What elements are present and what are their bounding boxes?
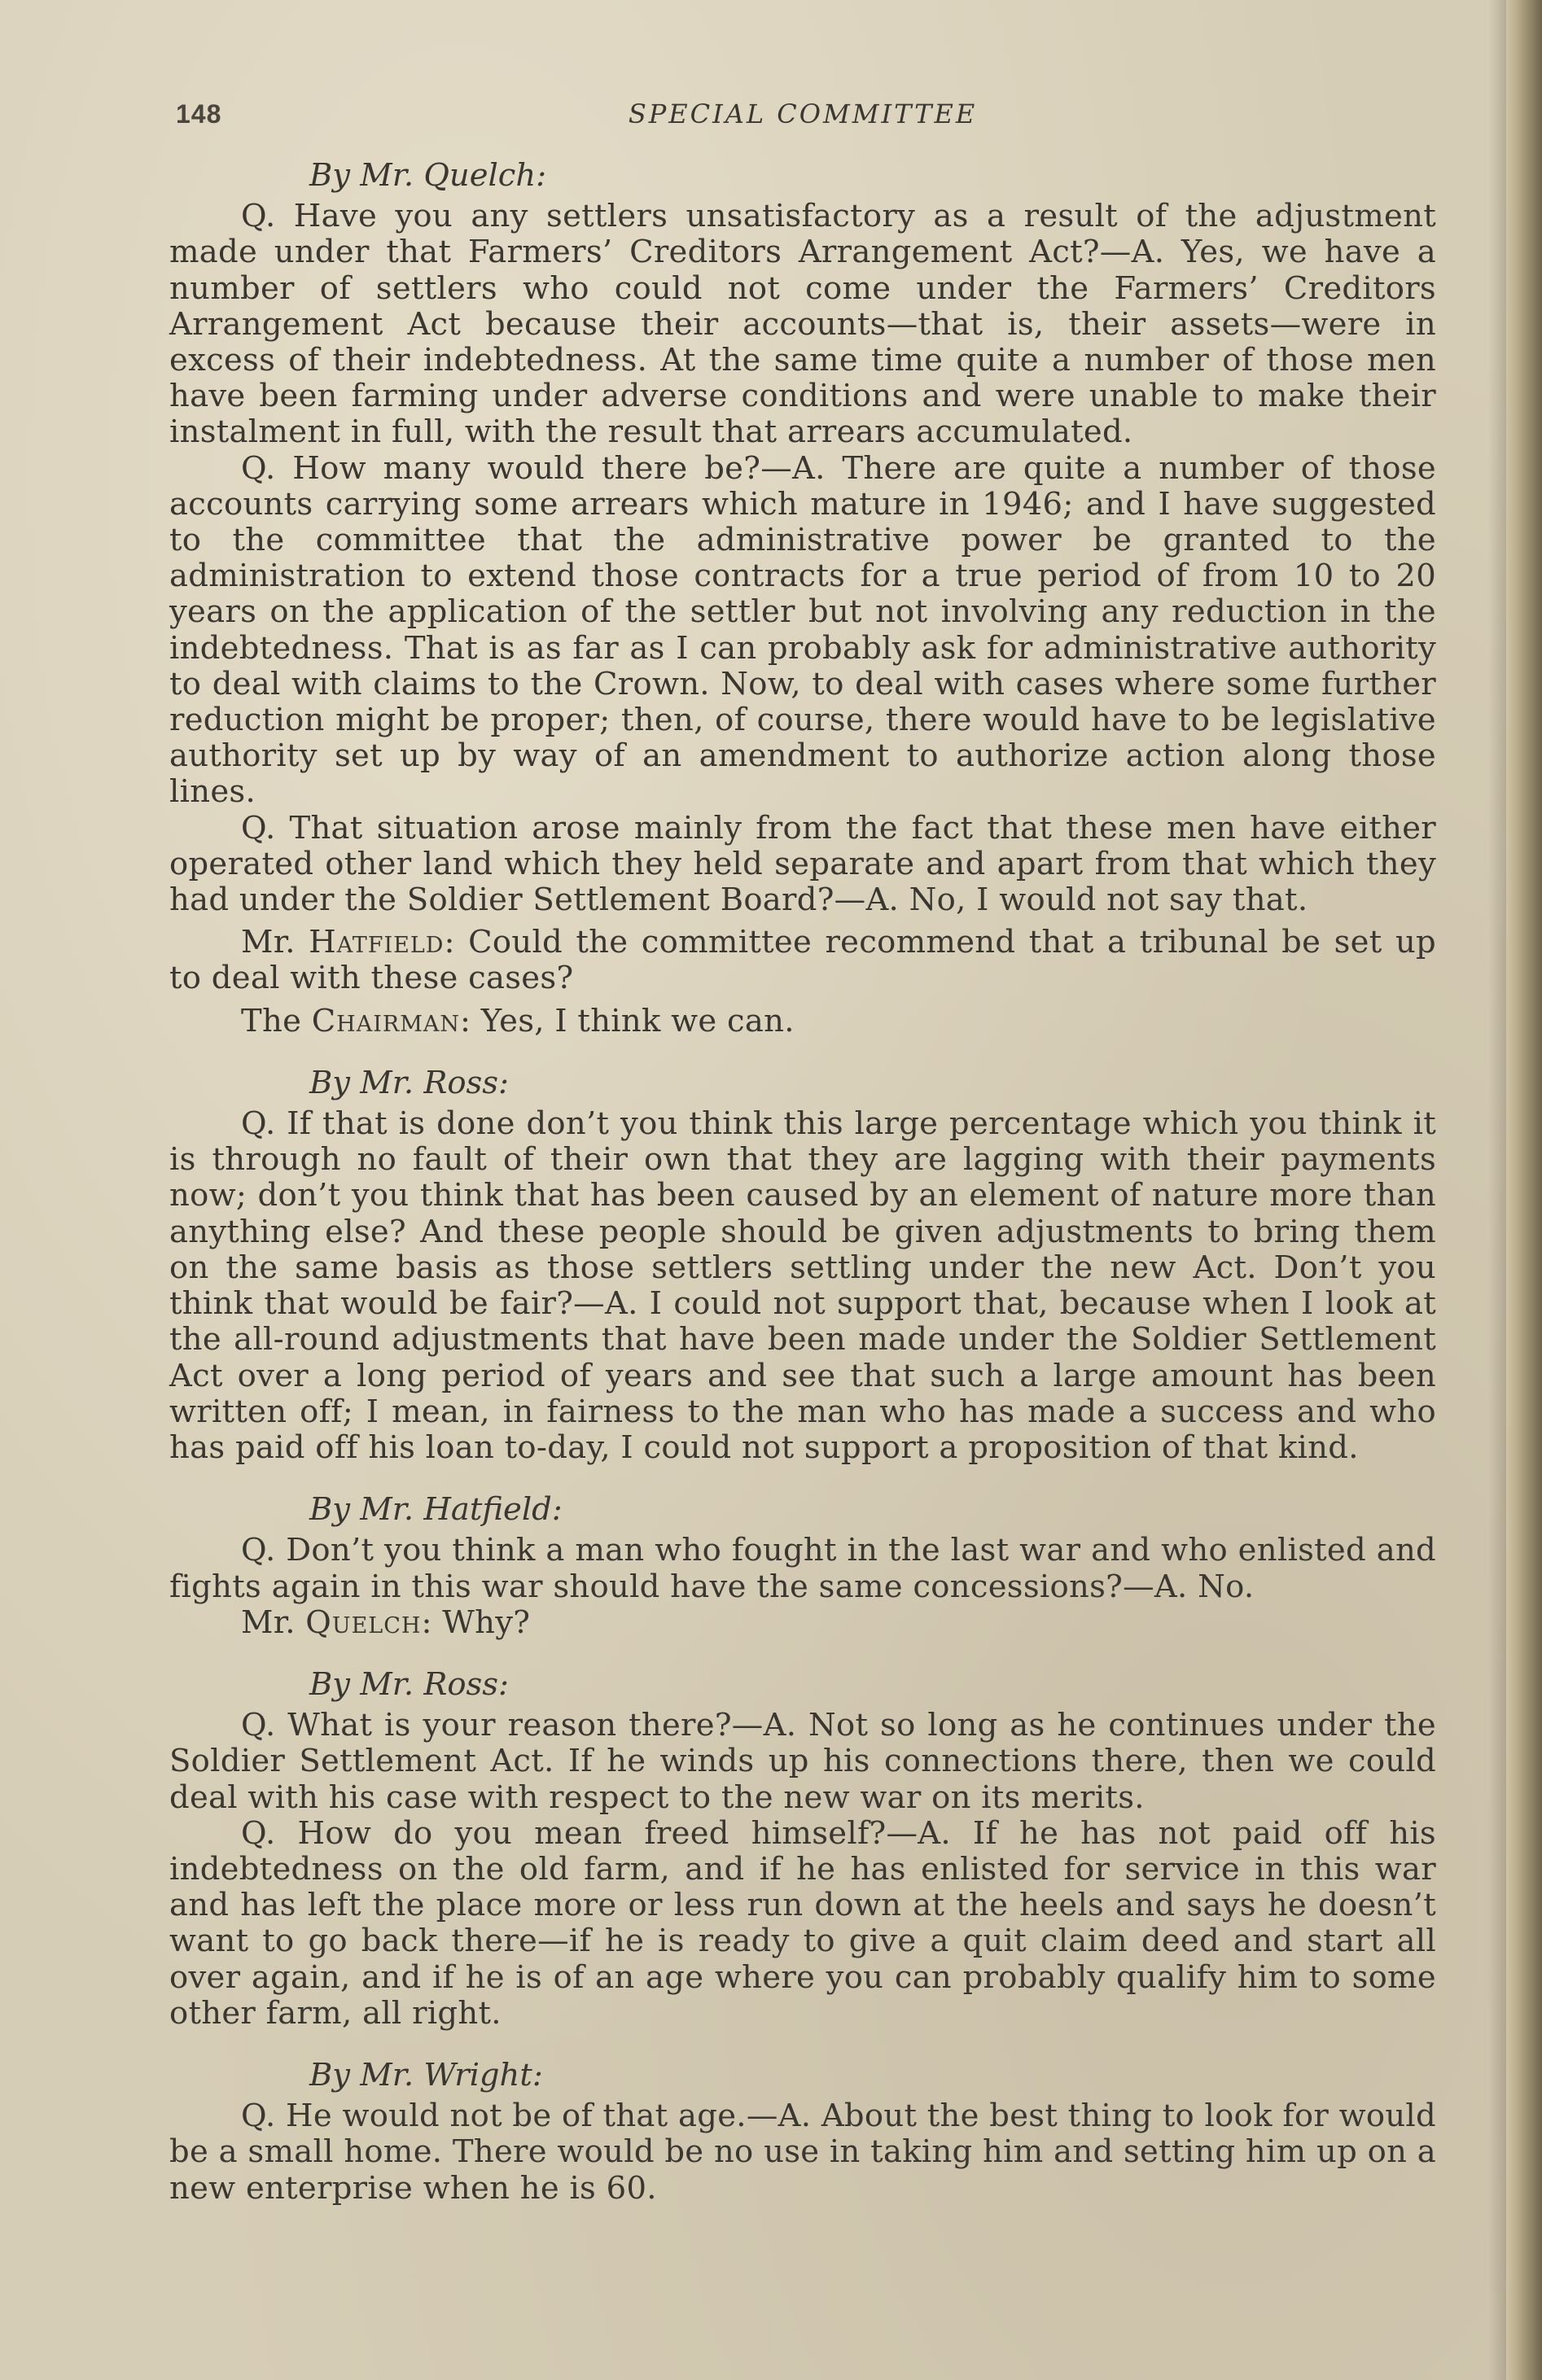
running-title: SPECIAL COMMITTEE [628, 98, 978, 129]
book-spine-edge [1506, 0, 1542, 2380]
paragraph: Q. How many would there be?—A. There are quite a number of those accounts carrying some arrears which mature in 1946; and I have suggested to the committee that the administrative power be granted to the administration to extend those contracts for a true period of from 10 to 20 years on the application of the settler but not involving any reduction in the indebtedness. That is as far as I can probably ask for administrative authority to deal with claims to the Crown. Now, to deal with cases where some further reduction might be proper; then, of course, there would have to be legislative authority set up by way of an amendment to authorize action along those lines. [169, 449, 1436, 811]
speaker-heading: By Mr. Wright: [309, 2056, 543, 2093]
dialogue-line [169, 925, 1436, 996]
speaker-heading: By Mr. Hatfield: [309, 1491, 563, 1529]
dialogue-prefix: Mr. [241, 1603, 306, 1641]
speaker-name: Hatfield [309, 924, 445, 961]
dialogue-text: : Yes, I think we can. [459, 1002, 795, 1039]
paragraph: Q. How do you mean freed himself?—A. If he has not paid off his indebtedness on the old farm, and if he has enlisted for service in this war and has left the place more or less run down at the heels and says he doesn’t want to go back there—if he is ready to give a quit claim deed and start all over again, and if he is of an age where you can probably qualify him to some other farm, all right. [169, 1814, 1436, 2032]
paragraph: Q. If that is done don’t you think this large percentage which you think it is through no fault of their own that they are lagging with their payments now; don’t you think that has been caused by an element of nature more than anything else? And these people should be given adjustments to bring them on the same basis as those settlers settling under the new Act. Don’t you think that would be fair?—A. I could not support that, because when I look at the all-round adjustments that have been made under the Soldier Settlement Act over a long period of years and see that such a large amount has been written off; I mean, in fairness to the man who has made a success and who has paid off his loan to-day, I could not support a proposition of that kind. [169, 1105, 1436, 1466]
dialogue-text: : Could the committee recommend that a tribunal be set up to deal with these cases? [169, 924, 1436, 997]
dialogue-line [169, 1004, 1436, 1039]
paragraph: Q. Don’t you think a man who fought in the last war and who enlisted and fights again in this war should have the same concessions?—A. No. [169, 1532, 1436, 1605]
speaker-name: Chairman [311, 1002, 460, 1039]
page-number: 148 [176, 99, 222, 129]
speaker-name: Quelch [305, 1603, 422, 1641]
dialogue-line [169, 1605, 1436, 1641]
dialogue-text: : Why? [421, 1603, 531, 1641]
speaker-heading: By Mr. Ross: [309, 1064, 510, 1101]
paragraph: Q. He would not be of that age.—A. About the best thing to look for would be a small home. There would be no use in taking him and setting him up on a new enterprise when he is 60. [169, 2098, 1436, 2207]
document-page [169, 96, 1436, 2207]
speaker-heading: By Mr. Quelch: [309, 157, 547, 194]
running-head [169, 96, 1436, 132]
paragraph: Q. That situation arose mainly from the fact that these men have either operated other land which they held separate and apart from that which they had under the Soldier Settlement Board?—A. No, I would not say that. [169, 809, 1436, 919]
paragraph: Q. What is your reason there?—A. Not so long as he continues under the Soldier Settlement Act. If he winds up his connections there, then we could deal with his case with respect to the new war on its merits. [169, 1707, 1436, 1816]
dialogue-prefix: The [241, 1002, 312, 1039]
speaker-heading: By Mr. Ross: [309, 1665, 510, 1703]
paragraph: Q. Have you any settlers unsatisfactory as a result of the adjustment made under that Farmers’ Creditors Arrangement Act?—A. Yes, we have a number of settlers who could not come under the Farmers’ Creditors Arrangement Act because their accounts—that is, their assets—were in excess of their indebtedness. At the same time quite a number of those men have been farming under adverse conditions and were unable to make their instalment in full, with the result that arrears accumulated. [169, 198, 1436, 451]
dialogue-prefix: Mr. [241, 924, 309, 961]
